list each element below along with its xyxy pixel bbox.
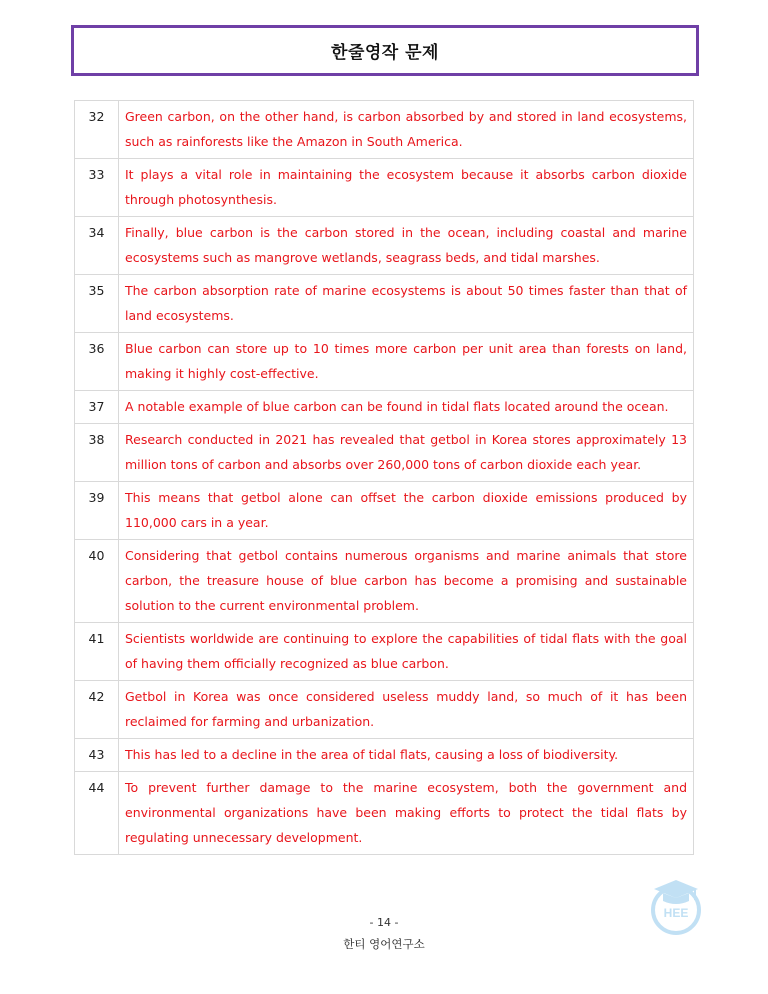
table-row	[75, 101, 694, 159]
sentence-text: Finally, blue carbon is the carbon stored in the ocean, including coastal and marine ecosystems such as mangrove wetlands, seagrass beds, and tidal marshes.	[119, 217, 694, 275]
sentence-number: 42	[75, 681, 119, 739]
page-title-box	[71, 25, 699, 76]
table-row	[75, 424, 694, 482]
page-number: - 14 -	[369, 916, 399, 929]
sentence-table	[74, 100, 694, 855]
sentence-number: 33	[75, 159, 119, 217]
table-row	[75, 217, 694, 275]
sentence-number: 35	[75, 275, 119, 333]
page-title: 한줄영작 문제	[331, 43, 439, 63]
sentence-number: 38	[75, 424, 119, 482]
sentence-text: To prevent further damage to the marine ecosystem, both the government and environmental organizations have been making efforts to protect the tidal flats by regulating unnecessary development.	[119, 772, 694, 855]
table-row	[75, 681, 694, 739]
sentence-number: 34	[75, 217, 119, 275]
sentence-number: 41	[75, 623, 119, 681]
table-row	[75, 739, 694, 772]
table-row	[75, 275, 694, 333]
sentence-text: This has led to a decline in the area of tidal flats, causing a loss of biodiversity.	[119, 739, 694, 772]
sentence-text: Blue carbon can store up to 10 times more carbon per unit area than forests on land, making it highly cost-effective.	[119, 333, 694, 391]
graduation-cap-icon	[648, 876, 704, 936]
sentence-text: Green carbon, on the other hand, is carbon absorbed by and stored in land ecosystems, such as rainforests like the Amazon in South America.	[119, 101, 694, 159]
table-row	[75, 333, 694, 391]
organization-name: 한티 영어연구소	[343, 937, 425, 951]
sentence-text: This means that getbol alone can offset the carbon dioxide emissions produced by 110,000 cars in a year.	[119, 482, 694, 540]
sentence-text: A notable example of blue carbon can be found in tidal flats located around the ocean.	[119, 391, 694, 424]
sentence-number: 43	[75, 739, 119, 772]
table-row	[75, 391, 694, 424]
sentence-number: 37	[75, 391, 119, 424]
table-row	[75, 540, 694, 623]
table-row	[75, 772, 694, 855]
sentence-text: Scientists worldwide are continuing to explore the capabilities of tidal flats with the goal of having them officially recognized as blue carbon.	[119, 623, 694, 681]
sentence-number: 44	[75, 772, 119, 855]
sentence-number: 39	[75, 482, 119, 540]
sentence-text: Research conducted in 2021 has revealed that getbol in Korea stores approximately 13 million tons of carbon and absorbs over 260,000 tons of carbon dioxide each year.	[119, 424, 694, 482]
sentence-text: The carbon absorption rate of marine ecosystems is about 50 times faster than that of land ecosystems.	[119, 275, 694, 333]
logo-text: HEE	[663, 906, 689, 920]
sentence-number: 36	[75, 333, 119, 391]
sentence-number: 32	[75, 101, 119, 159]
table-row	[75, 482, 694, 540]
sentence-number: 40	[75, 540, 119, 623]
hee-logo	[648, 876, 704, 936]
sentence-text: Considering that getbol contains numerous organisms and marine animals that store carbon, the treasure house of blue carbon has become a promising and sustainable solution to the current environmental problem.	[119, 540, 694, 623]
table-row	[75, 623, 694, 681]
sentence-text: It plays a vital role in maintaining the ecosystem because it absorbs carbon dioxide through photosynthesis.	[119, 159, 694, 217]
table-row	[75, 159, 694, 217]
sentence-text: Getbol in Korea was once considered useless muddy land, so much of it has been reclaimed for farming and urbanization.	[119, 681, 694, 739]
